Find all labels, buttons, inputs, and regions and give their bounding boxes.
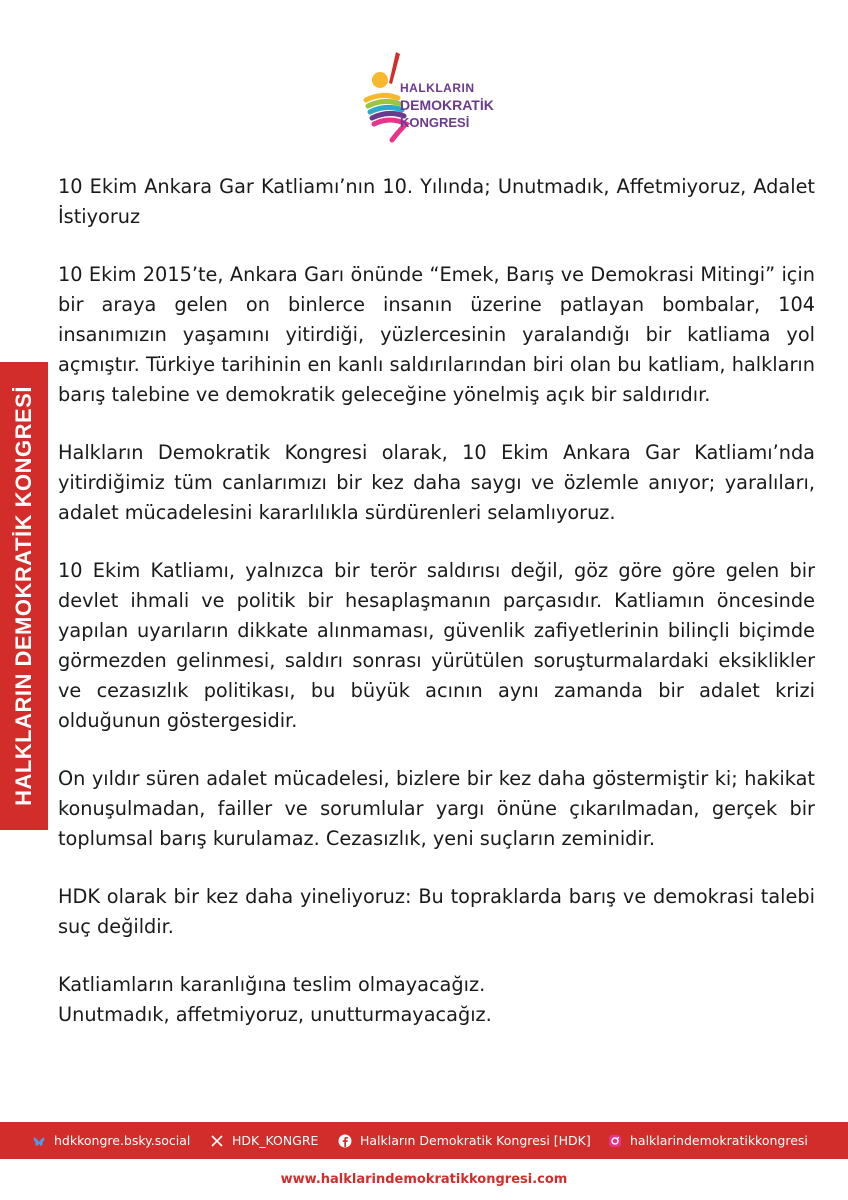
bluesky-handle: hdkkongre.bsky.social <box>54 1133 191 1148</box>
footer-bluesky[interactable] <box>32 1122 190 1159</box>
paragraph-5: HDK olarak bir kez daha yineliyoruz: Bu topraklarda barış ve demokrasi talebi suç değildir. <box>58 885 815 938</box>
instagram-icon <box>608 1134 622 1148</box>
closing-line-2: Unutmadık, affetmiyoruz, unutturmayacağız. <box>58 1003 492 1026</box>
website-link[interactable]: www.halklarindemokratikkongresi.com <box>280 1172 568 1187</box>
x-handle: HDK_KONGRE <box>232 1133 319 1148</box>
facebook-icon <box>338 1134 352 1148</box>
side-banner <box>0 362 48 830</box>
statement-title: 10 Ekim Ankara Gar Katliamı’nın 10. Yılında; Unutmadık, Affetmiyoruz, Adalet İstiyoruz <box>58 175 815 228</box>
bluesky-icon <box>32 1134 46 1148</box>
logo-wordmark <box>400 80 494 131</box>
footer-x[interactable] <box>210 1122 318 1159</box>
paragraph-4: On yıldır süren adalet mücadelesi, bizlere bir kez daha göstermiştir ki; hakikat konuşulmadan, failler ve sorumlular yargı önüne çıkarılmadan, gerçek bir toplumsal barış kurulamaz. Cezasızlık, yeni suçların zeminidir. <box>58 767 815 850</box>
closing-line-1: Katliamların karanlığına teslim olmayacağız. <box>58 973 486 996</box>
hdk-logo <box>362 44 492 144</box>
logo-line-2: DEMOKRATİK <box>400 97 494 113</box>
instagram-handle: halklarindemokratikkongresi <box>630 1133 808 1148</box>
side-banner-text: HALKLARIN DEMOKRATİK KONGRESİ <box>11 386 36 806</box>
paragraph-1: 10 Ekim 2015’te, Ankara Garı önünde “Emek, Barış ve Demokrasi Mitingi” için bir araya gelen on binlerce insanın üzerine patlayan bombalar, 104 insanımızın yaşamını yitirdiği, yüzlercesinin yaralandığı bir katliama yol açmıştır. Türkiye tarihinin en kanlı saldırılarından biri olan bu katliam, halkların barış talebine ve demokratik geleceğine yönelmiş açık bir saldırıdır. <box>58 263 815 406</box>
logo-line-3: KONGRESİ <box>400 115 470 130</box>
paragraph-2: Halkların Demokratik Kongresi olarak, 10 Ekim Ankara Gar Katliamı’nda yitirdiğimiz tüm canlarımızı bir kez daha saygı ve özlemle anıyor; yaralıları, adalet mücadelesini kararlılıkla sürdürenleri selamlıyoruz. <box>58 441 815 524</box>
paragraph-3: 10 Ekim Katliamı, yalnızca bir terör saldırısı değil, göz göre göre gelen bir devlet ihmali ve politik bir hesaplaşmanın parçasıdır. Katliamın öncesinde yapılan uyarıların dikkate alınmaması, güvenlik zafiyetlerinin bilinçli biçimde görmezden gelinmesi, saldırı sonrası yürütülen soruşturmalardaki eksiklikler ve cezasızlık politikası, bu büyük acının aynı zamanda bir adalet krizi olduğunun göstergesidir. <box>58 559 815 732</box>
closing-lines <box>58 970 815 1030</box>
x-logo-icon <box>210 1134 224 1148</box>
statement-body <box>58 172 815 1030</box>
facebook-page: Halkların Demokratik Kongresi [HDK] <box>360 1133 591 1148</box>
footer-instagram[interactable] <box>608 1122 808 1159</box>
logo-line-1: HALKLARIN <box>400 81 475 95</box>
footer-facebook[interactable] <box>338 1122 591 1159</box>
footer-social-bar <box>0 1122 848 1159</box>
